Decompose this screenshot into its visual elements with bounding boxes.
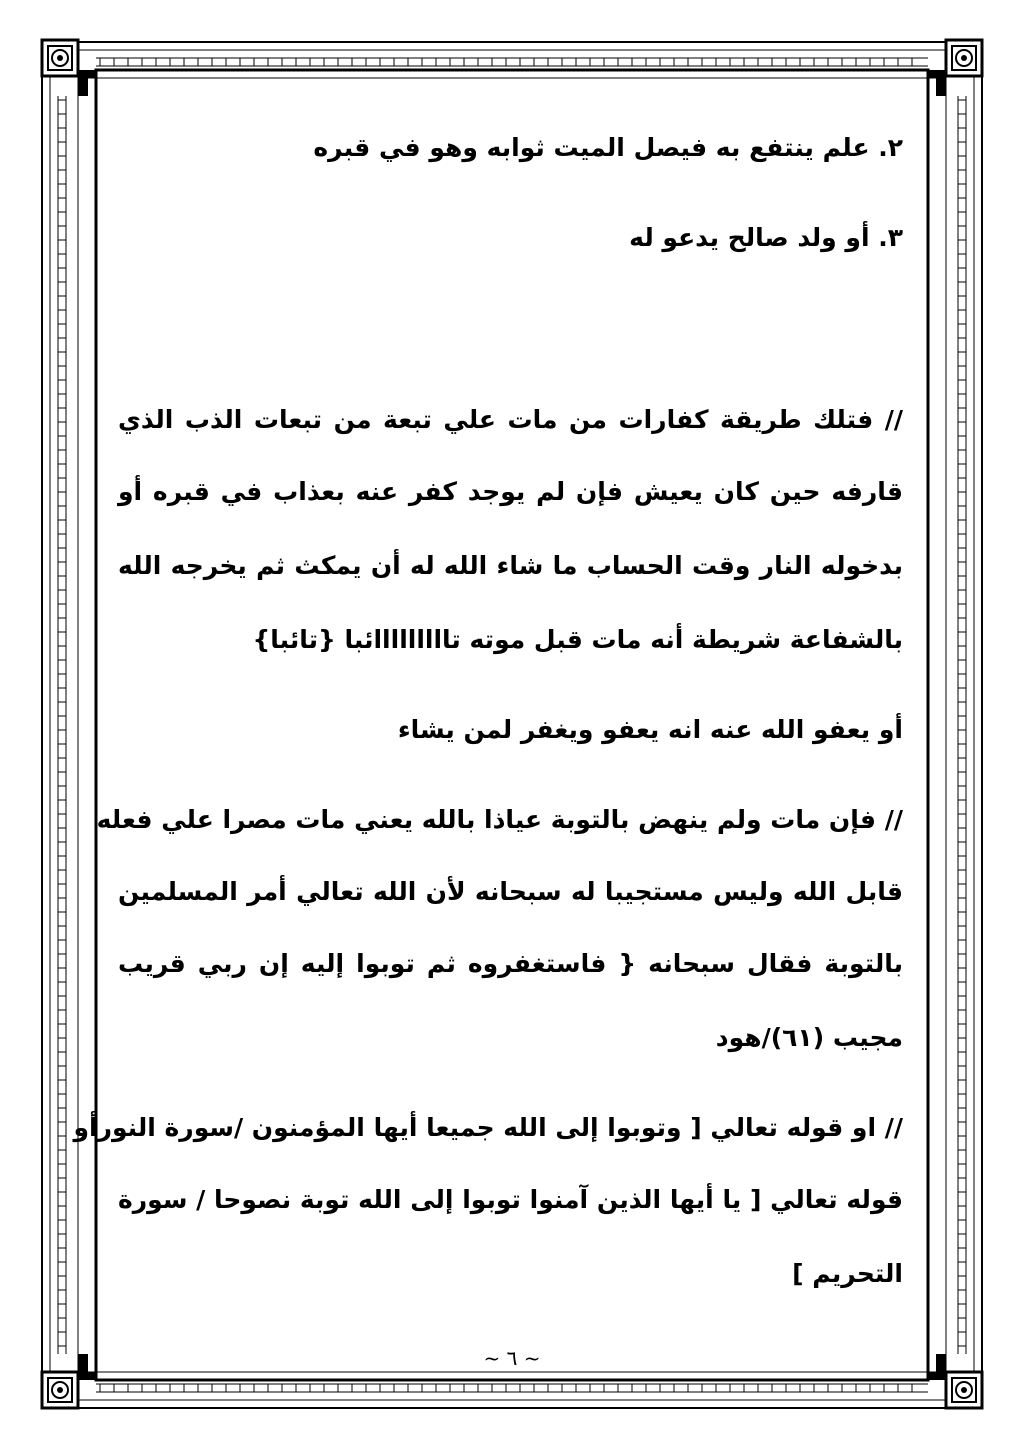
- corner-ornament-bottom-right: [946, 1372, 982, 1408]
- paragraph-1-line-1: // فتلك طريقة كفارات من مات علي تبعة من تبعات الذب الذي: [118, 405, 903, 434]
- paragraph-4-line-2: قوله تعالي [ يا أيها الذين آمنوا توبوا إلى الله توبة نصوحا / سورة: [118, 1185, 903, 1214]
- list-item-3: ٣. أو ولد صالح يدعو له: [629, 223, 903, 252]
- paragraph-4-line-3: التحريم ]: [792, 1259, 903, 1288]
- corner-step-top-right: [928, 70, 946, 96]
- paragraph-3-line-1: // فإن مات ولم ينهض بالتوبة عياذا بالله يعني مات مصرا علي فعله: [96, 805, 903, 834]
- paragraph-3-line-2: قابل الله وليس مستجيبا له سبحانه لأن الله تعالي أمر المسلمين: [118, 877, 903, 906]
- paragraph-4-line-1: // او قوله تعالي [ وتوبوا إلى الله جميعا أيها المؤمنون /سورة النورأو: [73, 1113, 903, 1142]
- corner-step-bottom-right: [928, 1354, 946, 1380]
- corner-step-bottom-left: [78, 1354, 96, 1380]
- corner-ornament-top-right: [946, 40, 982, 76]
- corner-ornament-top-left: [42, 40, 78, 76]
- corner-step-top-left: [78, 70, 96, 96]
- paragraph-3-line-4: مجيب (٦١)/هود: [715, 1023, 903, 1052]
- page-number: ~ ٦ ~: [483, 1346, 541, 1370]
- list-item-2: ٢. علم ينتفع به فيصل الميت ثوابه وهو في قبره: [313, 133, 903, 162]
- paragraph-1-line-2: قارفه حين كان يعيش فإن لم يوجد كفر عنه بعذاب في قبره أو: [118, 477, 903, 506]
- paragraph-2-line-1: أو يعفو الله عنه انه يعفو ويغفر لمن يشاء: [397, 715, 903, 744]
- paragraph-1-line-3: بدخوله النار وقت الحساب ما شاء الله له أن يمكث ثم يخرجه الله: [118, 551, 903, 580]
- paragraph-1-line-4: بالشفاعة شريطة أنه مات قبل موته تااااااااائبا {تائبا}: [252, 625, 903, 654]
- paragraph-3-line-3: بالتوبة فقال سبحانه { فاستغفروه ثم توبوا إليه إن ربي قريب: [118, 949, 903, 978]
- corner-ornament-bottom-left: [42, 1372, 78, 1408]
